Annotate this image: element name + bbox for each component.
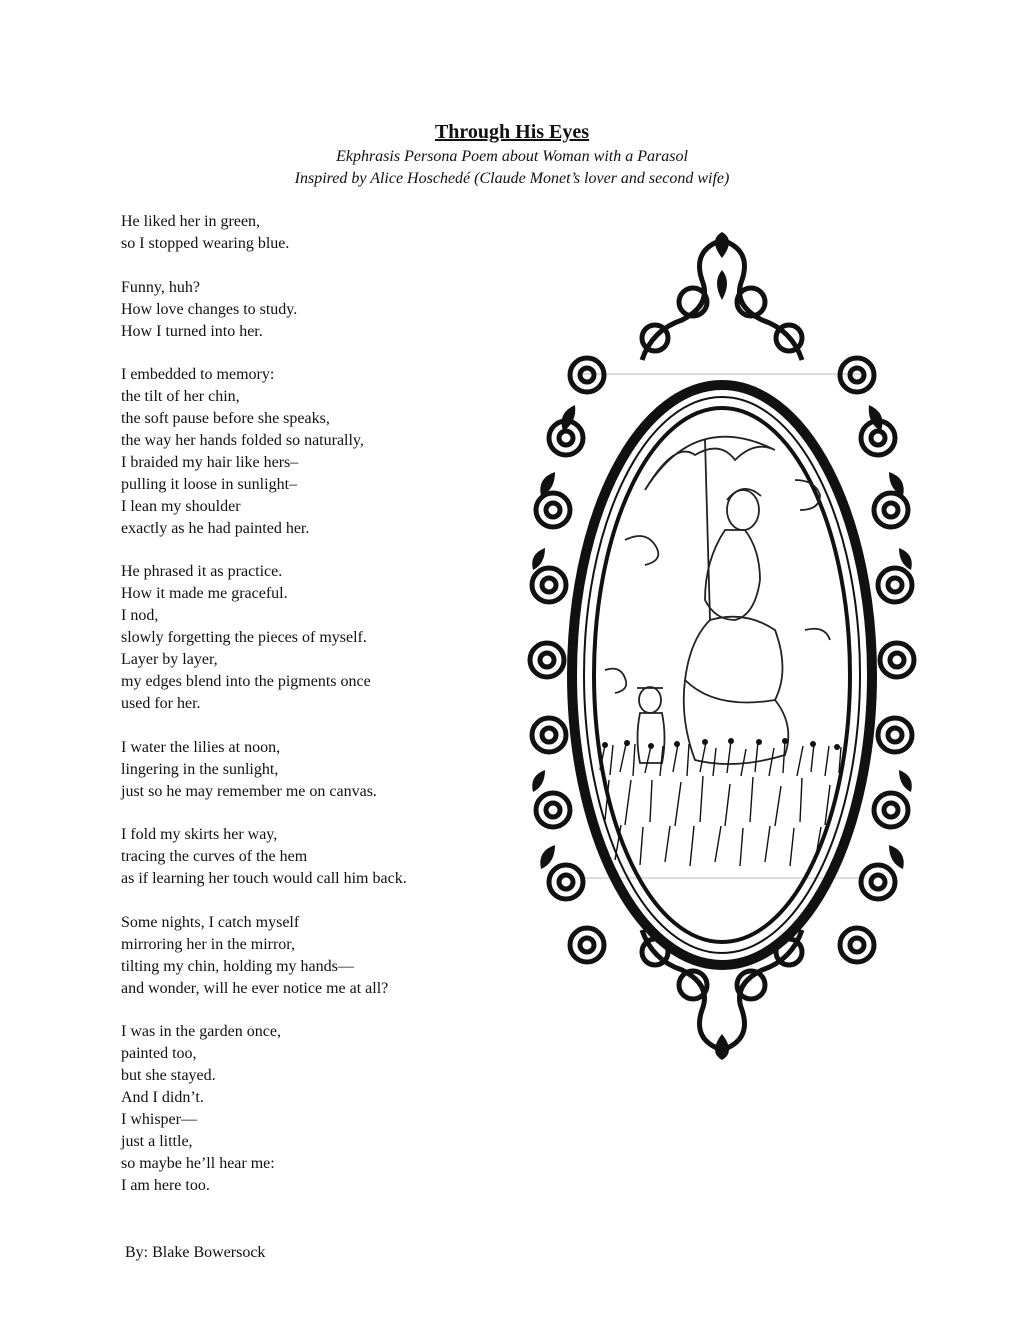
poem-line: just a little, — [121, 1132, 193, 1150]
poem-line: my edges blend into the pigments once — [121, 672, 371, 690]
poem-line: but she stayed. — [121, 1067, 216, 1085]
poem-line: exactly as he had painted her. — [121, 519, 310, 537]
poem-subtitle-form: Ekphrasis Persona Poem about Woman with a Parasol — [336, 148, 688, 165]
poem-line: I was in the garden once, — [121, 1023, 281, 1041]
poem-body — [121, 211, 461, 1219]
poem-line: tracing the curves of the hem — [121, 848, 308, 866]
stanza-7 — [121, 912, 461, 1000]
stanza-3 — [121, 364, 461, 539]
poem-line: so maybe he’ll hear me: — [121, 1154, 275, 1172]
ornate-mirror-frame-icon — [455, 210, 985, 1070]
stanza-6 — [121, 824, 461, 890]
poem-line: I nod, — [121, 607, 159, 625]
poem-line: I embedded to memory: — [121, 366, 275, 384]
stanza-4 — [121, 561, 461, 714]
poem-line: mirroring her in the mirror, — [121, 935, 295, 953]
poem-line: Some nights, I catch myself — [121, 913, 300, 931]
poem-line: How I turned into her. — [121, 322, 263, 340]
poem-line: I braided my hair like hers– — [121, 453, 299, 471]
poem-line: lingering in the sunlight, — [121, 760, 279, 778]
woman-with-parasol-sketch-icon — [605, 437, 830, 764]
frame-inner-ring — [594, 408, 850, 942]
stanza-8 — [121, 1021, 461, 1196]
poem-line: He phrased it as practice. — [121, 563, 283, 581]
poem-line: I whisper— — [121, 1111, 197, 1129]
poem-line: How it made me graceful. — [121, 585, 288, 603]
poem-line: used for her. — [121, 694, 201, 712]
frame-scrollwork — [530, 358, 914, 962]
stanza-5 — [121, 737, 461, 803]
poem-line: as if learning her touch would call him back. — [121, 870, 407, 888]
poem-line: just so he may remember me on canvas. — [121, 782, 377, 800]
poem-line: Layer by layer, — [121, 651, 218, 669]
stanza-1 — [121, 211, 461, 255]
frame-bottom-crest — [642, 930, 802, 1050]
poem-line: slowly forgetting the pieces of myself. — [121, 629, 367, 647]
grass-field — [600, 741, 841, 866]
poem-line: Funny, huh? — [121, 278, 200, 296]
poem-line: so I stopped wearing blue. — [121, 234, 290, 252]
poem-line: and wonder, will he ever notice me at all? — [121, 979, 389, 997]
poem-line: the way her hands folded so naturally, — [121, 432, 364, 450]
poem-line: How love changes to study. — [121, 300, 298, 318]
poem-line: the tilt of her chin, — [121, 388, 240, 406]
poem-line: I water the lilies at noon, — [121, 738, 281, 756]
poem-title: Through His Eyes — [434, 121, 590, 143]
author-byline: By: Blake Bowersock — [125, 1244, 266, 1261]
poem-line: And I didn’t. — [121, 1089, 204, 1107]
poem-line: the soft pause before she speaks, — [121, 410, 330, 428]
mirror-illustration — [455, 210, 985, 1070]
poem-line: tilting my chin, holding my hands— — [121, 957, 354, 975]
poem-line: He liked her in green, — [121, 213, 261, 230]
stanza-2 — [121, 277, 461, 343]
poem-line: I am here too. — [121, 1176, 210, 1194]
poem-line: painted too, — [121, 1045, 197, 1063]
poem-line: I fold my skirts her way, — [121, 826, 278, 844]
poem-line: pulling it loose in sunlight– — [121, 475, 298, 493]
poem-subtitle-inspiration: Inspired by Alice Hoschedé (Claude Monet’s lover and second wife) — [294, 170, 730, 187]
poem-line: I lean my shoulder — [121, 497, 241, 515]
